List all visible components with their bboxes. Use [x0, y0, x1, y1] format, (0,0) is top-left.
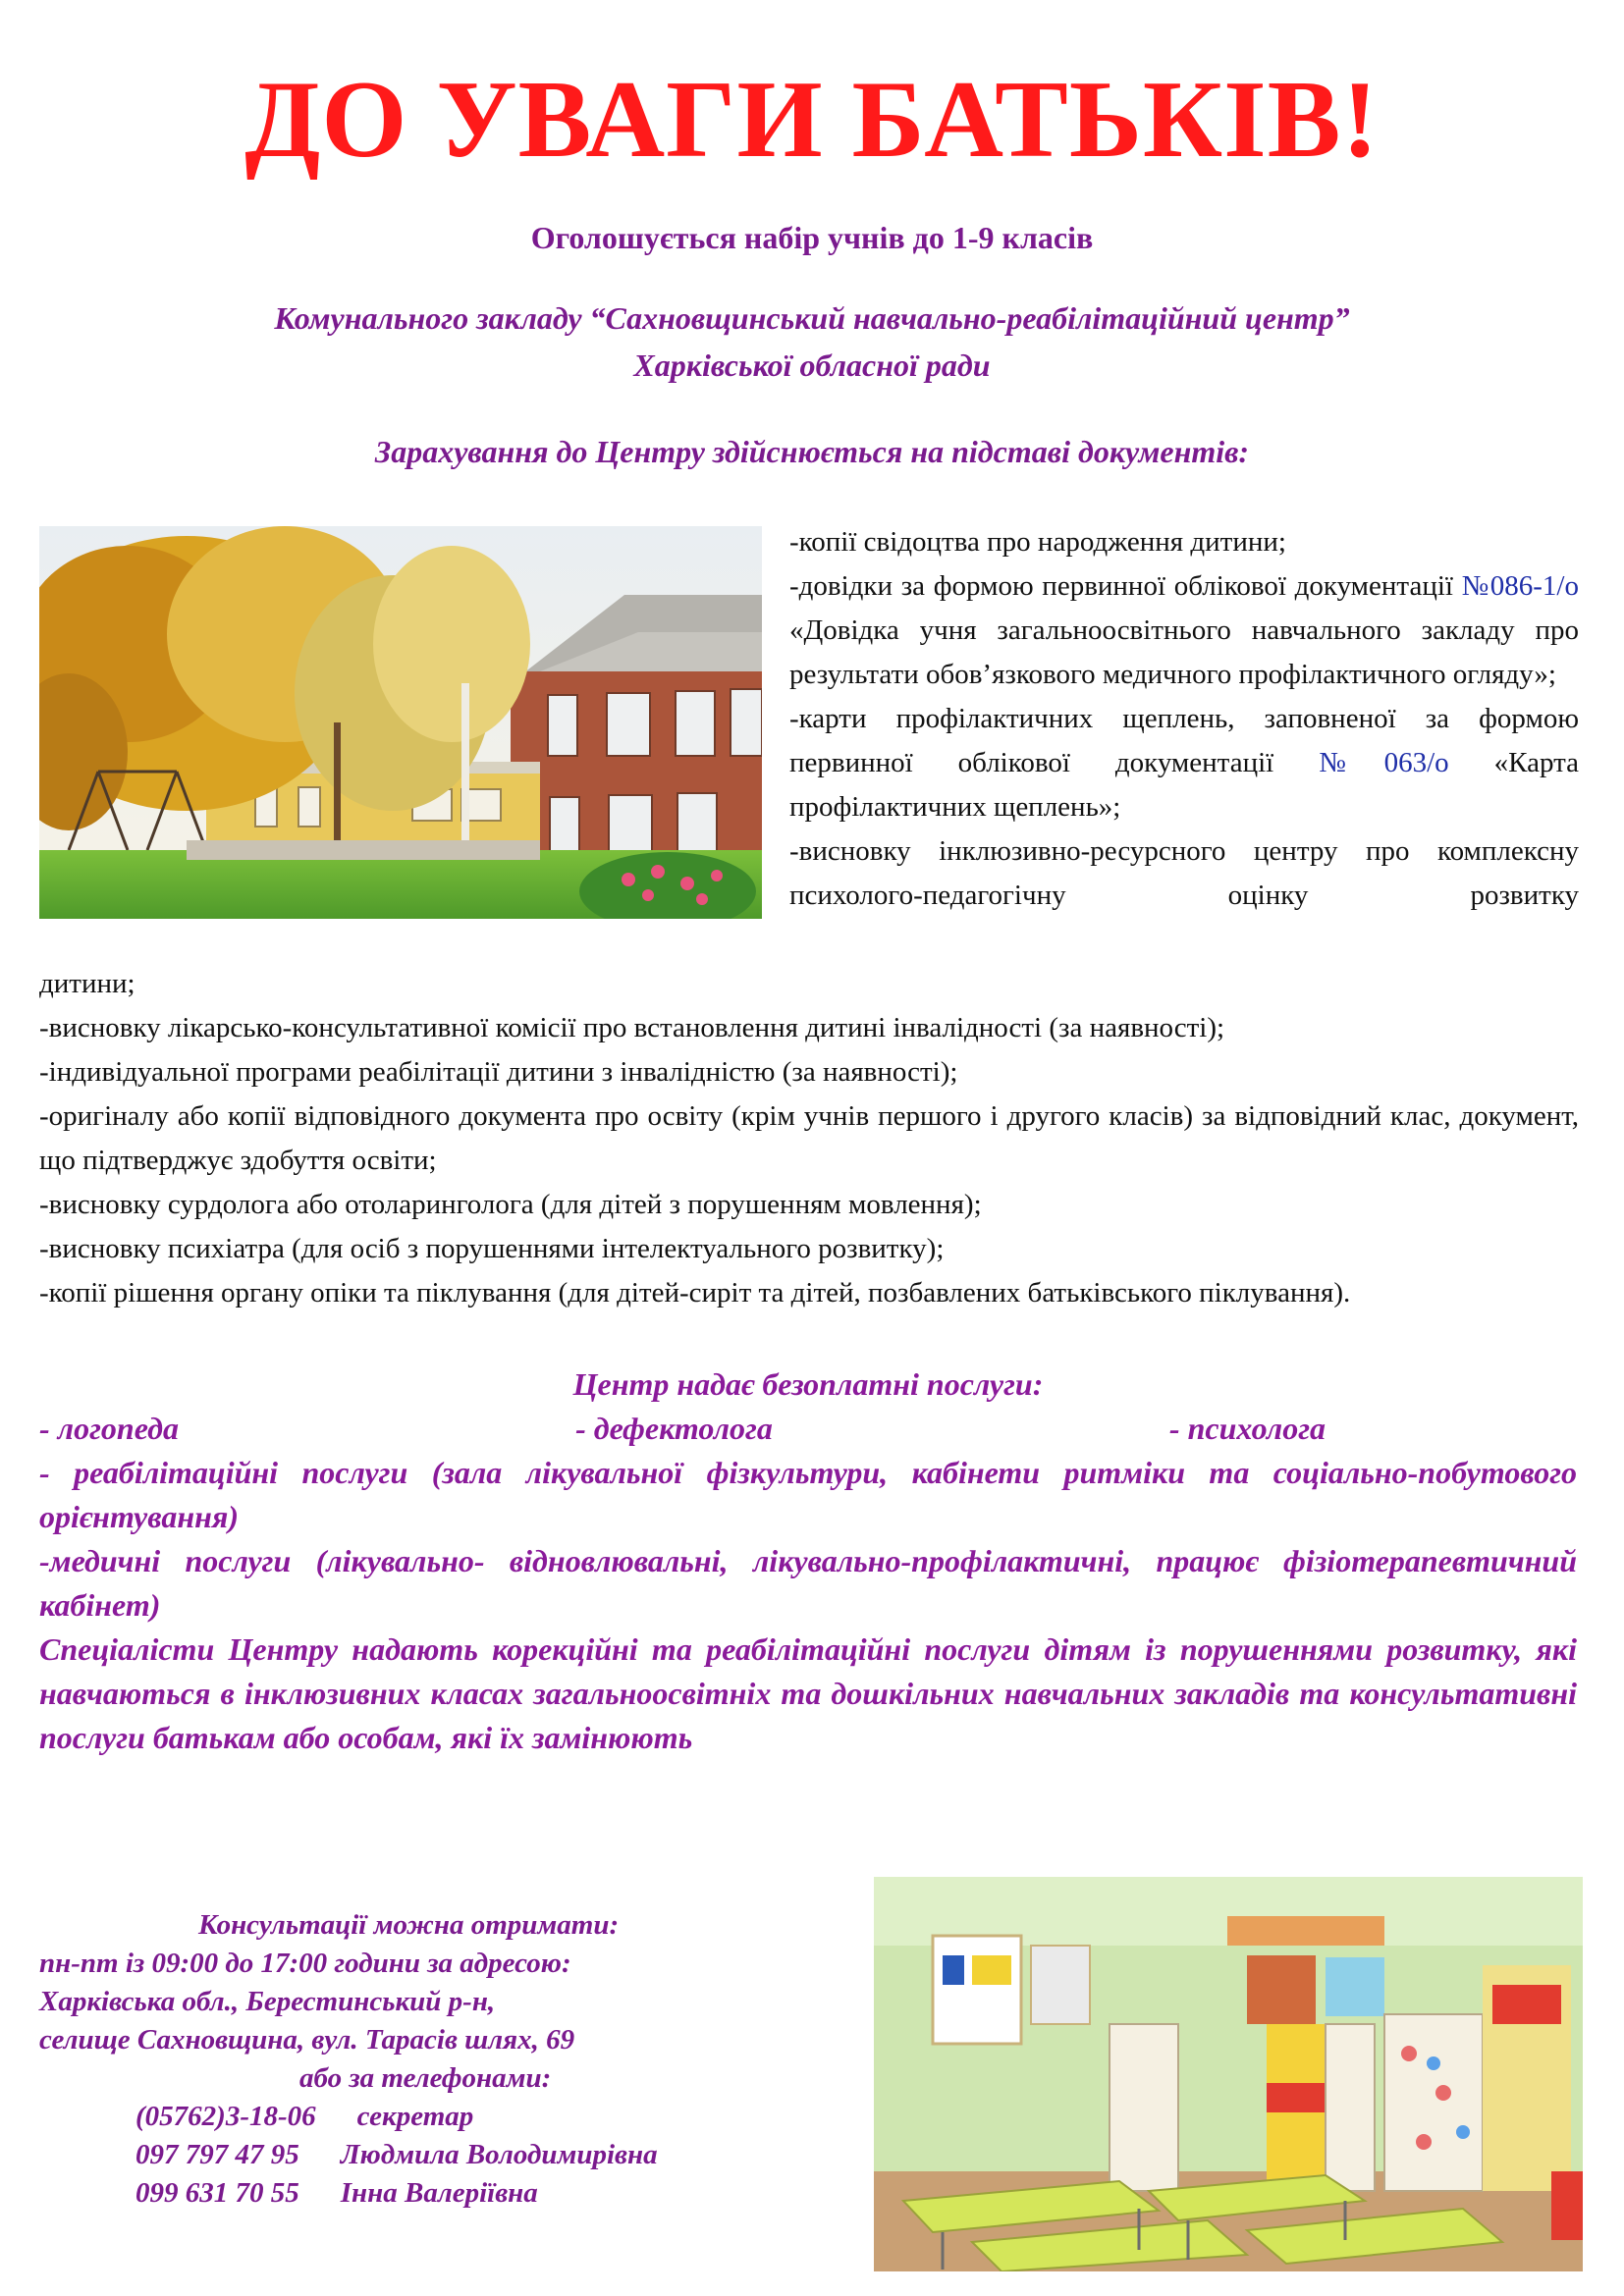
- school-building-photo: [39, 526, 762, 919]
- document-item: -висновку психіатра (для осіб з порушеннями інтелектуального розвитку);: [39, 1233, 945, 1264]
- phone-number: 097 797 47 95: [135, 2139, 299, 2170]
- service-rehab: - реабілітаційні послуги (зала лікувальної фізкультури, кабінети ритміки та соціально-побутового орієнтування): [39, 1455, 1577, 1534]
- contact-phones-heading: або за телефонами:: [299, 2062, 552, 2094]
- service-psycholog: - психолога: [1168, 1411, 1326, 1446]
- contact-phone-row: [39, 2098, 854, 2136]
- phone-owner: Людмила Володимирівна: [340, 2139, 658, 2170]
- contact-address-region: Харківська обл., Берестинський р-н,: [39, 1986, 496, 2017]
- document-item: -копії рішення органу опіки та піклування (для дітей-сиріт та дітей, позбавлених батьківського піклування).: [39, 1277, 1351, 1308]
- document-item: -висновку інклюзивно-ресурсного центру про комплексну психолого-педагогічну оцінку розвитку: [789, 835, 1579, 911]
- services-section: [39, 1362, 1577, 1760]
- document-item: [789, 564, 1579, 697]
- service-medical: -медичні послуги (лікувально- відновлювальні, лікувально-профілактичні, працює фізіотерапевтичний кабінет): [39, 1543, 1577, 1623]
- phone-owner: Інна Валеріївна: [340, 2177, 538, 2209]
- service-logoped: - логопеда: [39, 1411, 179, 1446]
- document-item: дитини;: [39, 968, 135, 999]
- enrollment-subtitle: Оголошується набір учнів до 1-9 класів: [530, 220, 1094, 255]
- institution-region: Харківської обласної ради: [633, 347, 991, 383]
- contact-address-street: селище Сахновщина, вул. Тарасів шлях, 69: [39, 2024, 575, 2056]
- documents-list-top: [789, 520, 1579, 918]
- specialists-row: [39, 1407, 1326, 1451]
- document-item: -висновку лікарсько-консультативної комісії про встановлення дитині інвалідності (за наявності);: [39, 1012, 1225, 1043]
- document-item-text: -довідки за формою первинної облікової документації: [789, 570, 1462, 602]
- document-item-text: «Довідка учня загальноосвітнього навчального закладу про результати обов’язкового медичного профілактичного огляду»;: [789, 614, 1579, 690]
- document-item: -висновку сурдолога або отоларинголога (для дітей з порушенням мовлення);: [39, 1189, 982, 1220]
- documents-heading: Зарахування до Центру здійснюється на підставі документів:: [374, 434, 1250, 469]
- document-item: -оригіналу або копії відповідного документа про освіту (крім учнів першого і другого класів) за відповідний клас, документ, що підтверджує здобуття освіти;: [39, 1100, 1579, 1176]
- document-item: -копії свідоцтва про народження дитини;: [789, 526, 1286, 558]
- contact-phone-row: [39, 2174, 854, 2213]
- document-item: -індивідуальної програми реабілітації дитини з інвалідністю (за наявності);: [39, 1056, 958, 1088]
- phone-owner: секретар: [356, 2101, 474, 2132]
- contact-block: [39, 1906, 854, 2213]
- phone-number: 099 631 70 55: [135, 2177, 299, 2209]
- document-item-text: «Карта профілактичних щеплень»;: [789, 747, 1579, 823]
- document-item: [789, 697, 1579, 829]
- services-heading: Центр надає безоплатні послуги:: [572, 1366, 1044, 1402]
- service-defektolog: - дефектолога: [575, 1411, 773, 1446]
- contact-hours: пн-пт із 09:00 до 17:00 години за адресою:: [39, 1948, 571, 1979]
- document-code: №086-1/о: [1461, 570, 1579, 602]
- document-code: №063/о: [1319, 747, 1449, 778]
- classroom-photo: [874, 1877, 1583, 2271]
- specialists-paragraph: Спеціалісти Центру надають корекційні та реабілітаційні послуги дітям із порушеннями розвитку, які навчаються в інклюзивних класах загальноосвітніх та дошкільних навчальних закладів та консультативні послуги батькам або особам, які їх замінюють: [39, 1631, 1577, 1755]
- documents-list-bottom: [39, 962, 1579, 1315]
- document-item-text: -карти профілактичних щеплень, заповненої за формою первинної облікової документації: [789, 703, 1579, 778]
- page-title: ДО УВАГИ БАТЬКІВ!: [244, 59, 1380, 181]
- contact-heading: Консультації можна отримати:: [198, 1909, 620, 1941]
- institution-name: Комунального закладу “Сахновщинський навчально-реабілітаційний центр”: [274, 300, 1350, 336]
- contact-phone-row: [39, 2136, 854, 2174]
- phone-number: (05762)3-18-06: [135, 2101, 316, 2132]
